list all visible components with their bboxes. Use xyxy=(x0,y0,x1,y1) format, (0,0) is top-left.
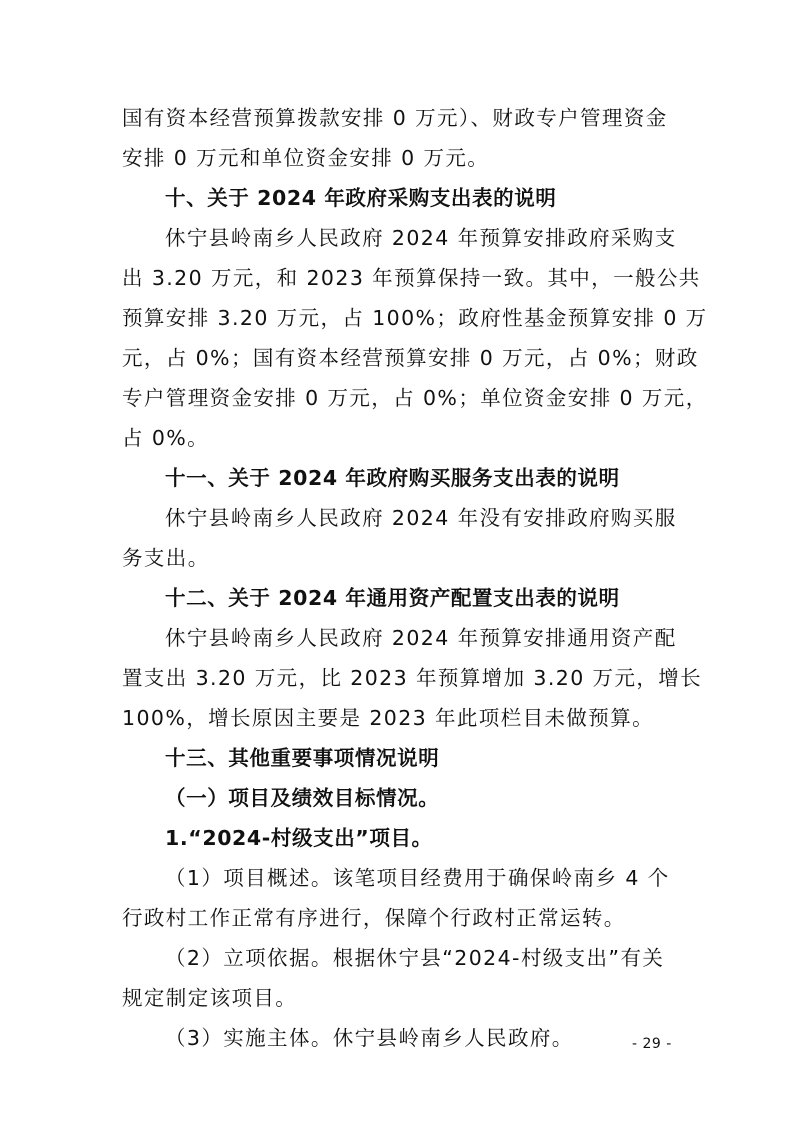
section-heading: 十二、关于 2024 年通用资产配置支出表的说明 xyxy=(165,586,620,610)
body-text-line: 休宁县岭南乡人民政府 2024 年预算安排政府采购支 xyxy=(165,226,677,250)
body-text-line: 占 0%。 xyxy=(122,426,210,450)
body-text-line: （1）项目概述。该笔项目经费用于确保岭南乡 4 个 xyxy=(165,866,670,890)
body-text-line: 休宁县岭南乡人民政府 2024 年预算安排通用资产配 xyxy=(165,626,677,650)
body-text-line: 专户管理资金安排 0 万元，占 0%；单位资金安排 0 万元， xyxy=(122,386,708,410)
body-text-line: 置支出 3.20 万元，比 2023 年预算增加 3.20 万元，增长 xyxy=(122,666,703,690)
body-text-line: 元，占 0%；国有资本经营预算安排 0 万元，占 0%；财政 xyxy=(122,346,699,370)
section-heading: 十、关于 2024 年政府采购支出表的说明 xyxy=(165,186,557,210)
body-text-line: 务支出。 xyxy=(122,546,210,570)
body-text-line: 预算安排 3.20 万元，占 100%；政府性基金预算安排 0 万 xyxy=(122,306,708,330)
body-text-line: （2）立项依据。根据休宁县“2024-村级支出”有关 xyxy=(165,946,665,970)
body-text-line: 100%，增长原因主要是 2023 年此项栏目未做预算。 xyxy=(122,706,655,730)
section-heading: 十三、其他重要事项情况说明 xyxy=(165,746,440,770)
item-heading: 1.“2024-村级支出”项目。 xyxy=(165,826,433,850)
body-text-line: 规定制定该项目。 xyxy=(122,986,298,1010)
body-text-line: 休宁县岭南乡人民政府 2024 年没有安排政府购买服 xyxy=(165,506,677,530)
body-text-line: 安排 0 万元和单位资金安排 0 万元。 xyxy=(122,146,490,170)
body-text-line: 国有资本经营预算拨款安排 0 万元）、财政专户管理资金 xyxy=(122,106,668,130)
body-text-line: 行政村工作正常有序进行，保障个行政村正常运转。 xyxy=(122,906,626,930)
body-text-line: （3）实施主体。休宁县岭南乡人民政府。 xyxy=(165,1026,574,1050)
body-text-line: 出 3.20 万元，和 2023 年预算保持一致。其中，一般公共 xyxy=(122,266,701,290)
section-heading: 十一、关于 2024 年政府购买服务支出表的说明 xyxy=(165,466,620,490)
page-number: - 29 - xyxy=(632,1036,672,1052)
subsection-heading: （一）项目及绩效目标情况。 xyxy=(165,786,440,810)
